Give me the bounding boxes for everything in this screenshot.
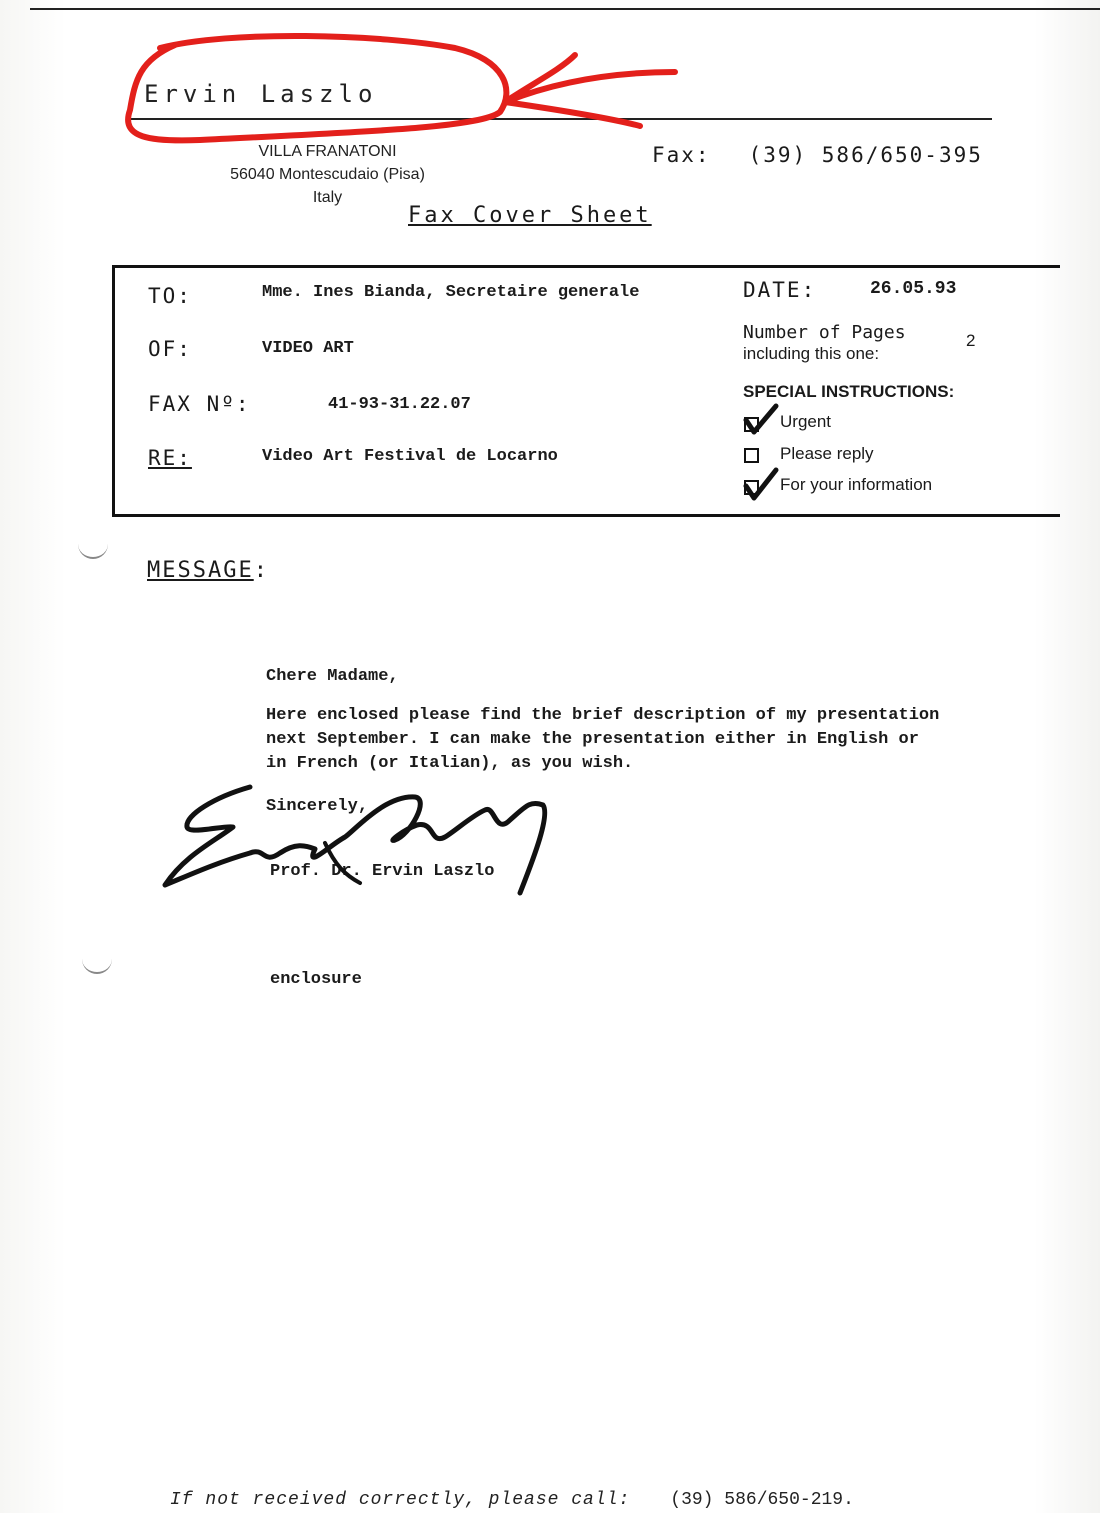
information-check-icon	[742, 466, 782, 502]
to-value: Mme. Ines Bianda, Secretaire generale	[262, 283, 640, 302]
red-annotation	[0, 0, 1100, 200]
body-line-2: next September. I can make the presentation either in English or	[266, 730, 919, 749]
of-value: VIDEO ART	[262, 339, 354, 358]
message-label-text: MESSAGE	[147, 558, 254, 583]
address-line-3: Italy	[312, 189, 343, 206]
re-value: Video Art Festival de Locarno	[262, 447, 558, 466]
red-circle-mark	[128, 36, 506, 140]
pages-label-1: Number of Pages	[743, 322, 906, 343]
footer-phone: (39) 586/650-219.	[670, 1490, 854, 1510]
re-label: RE:	[148, 446, 192, 470]
message-label-colon: :	[253, 558, 269, 583]
of-label: OF:	[148, 337, 192, 361]
page-title: Fax Cover Sheet	[408, 203, 652, 228]
punch-hole	[78, 535, 108, 559]
footer-text: If not received correctly, please call:	[170, 1490, 631, 1510]
salutation: Chere Madame,	[266, 667, 399, 686]
red-arrow-mark	[505, 55, 675, 126]
please-reply-checkbox[interactable]	[744, 448, 759, 463]
urgent-label: Urgent	[780, 412, 832, 431]
urgent-check-icon	[742, 402, 782, 436]
address-line-2: 56040 Montescudaio (Pisa)	[230, 166, 425, 183]
date-value: 26.05.93	[870, 279, 957, 299]
body-line-3: in French (or Italian), as you wish.	[266, 754, 634, 773]
closing: Sincerely,	[266, 797, 369, 816]
letterhead-name: Ervin Laszlo	[144, 80, 378, 108]
date-label: DATE:	[743, 278, 817, 302]
footer-note	[170, 1490, 854, 1510]
to-label: TO:	[148, 284, 192, 308]
sender-address	[200, 140, 455, 209]
signature	[155, 775, 555, 900]
for-your-information-label: For your information	[780, 475, 933, 494]
pages-label-2: including this one:	[743, 344, 880, 363]
body-line-1: Here enclosed please find the brief description of my presentation	[266, 706, 940, 725]
please-reply-label: Please reply	[780, 444, 874, 463]
punch-hole	[82, 950, 112, 974]
message-label	[147, 558, 269, 583]
signatory-name: Prof. Dr. Ervin Laszlo	[270, 862, 495, 881]
fax-no-value: 41-93-31.22.07	[328, 395, 471, 414]
address-line-1: VILLA FRANATONI	[258, 143, 397, 160]
fax-label: Fax:	[652, 143, 711, 167]
pages-value: 2	[966, 331, 976, 350]
special-instructions-label: SPECIAL INSTRUCTIONS:	[743, 382, 955, 401]
fax-number: (39) 586/650-395	[748, 143, 983, 167]
fax-no-label: FAX Nº:	[148, 392, 251, 416]
enclosure-note: enclosure	[270, 970, 362, 989]
sender-fax	[652, 143, 983, 167]
